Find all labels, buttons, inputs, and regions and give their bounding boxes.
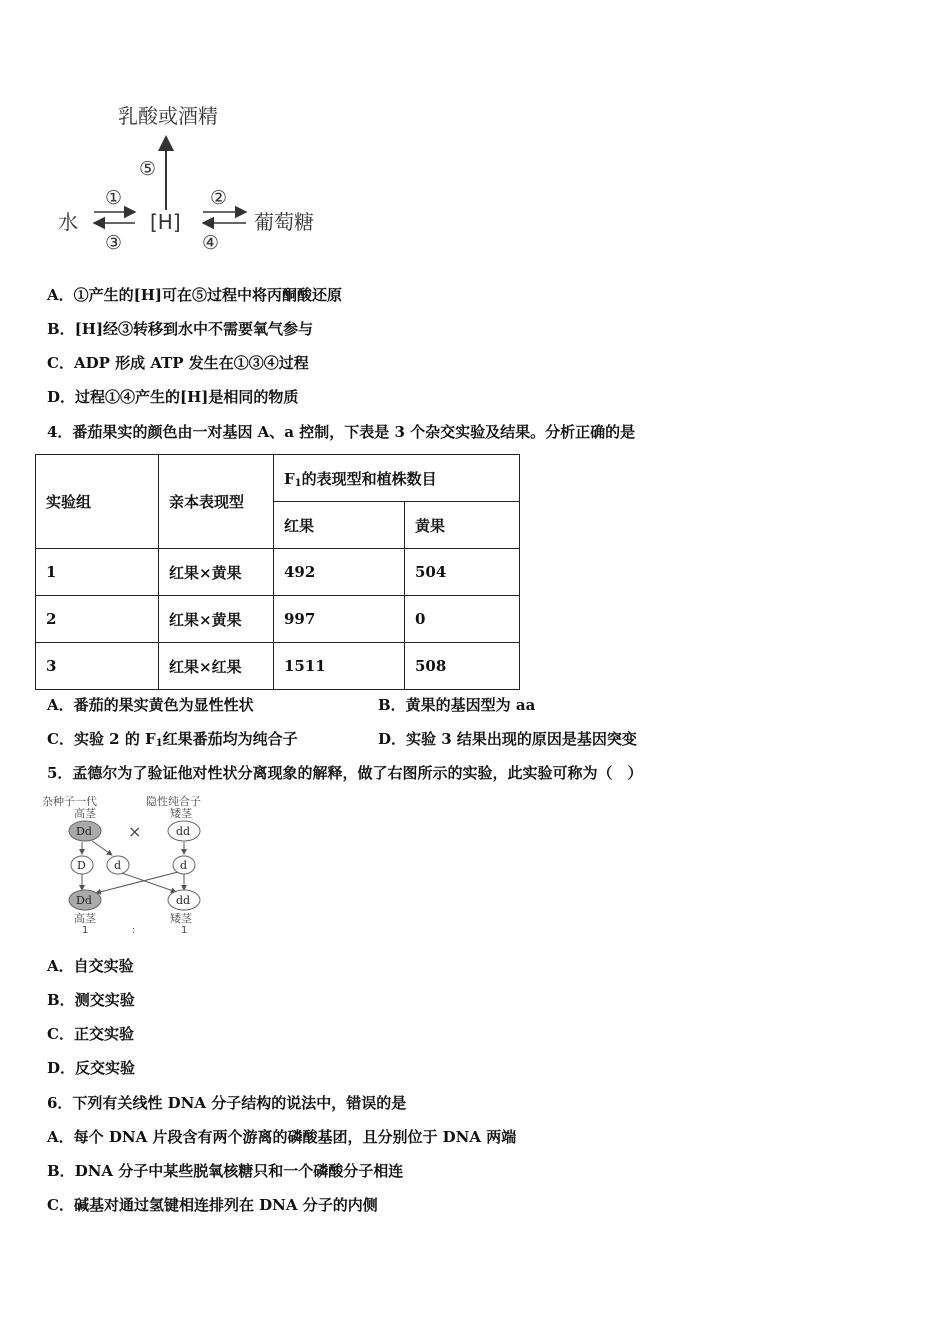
q5-option-c: C．正交实验 [47,1025,134,1043]
short-label-top: 矮茎 [170,807,192,820]
header-yellow: 黄果 [405,502,520,549]
short-label-bottom: 矮茎 [170,912,192,925]
tall-label-bottom: 高茎 [74,912,96,925]
header-f1: F1的表现型和植株数目 [274,455,520,502]
tall-label-top: 高茎 [74,807,96,820]
q5-option-d: D．反交实验 [47,1059,136,1077]
q4-option-d: D．实验 3 结果出现的原因是基因突变 [378,730,637,748]
cross-symbol: × [128,822,142,841]
hybrid-label: 杂种子一代 [42,795,97,808]
gamete-d-left-label: d [114,859,122,872]
step-4-label: ④ [202,232,220,254]
q3-option-b: B．[H]经③转移到水中不需要氧气参与 [47,320,314,338]
q6-stem: 6．下列有关线性 DNA 分子结构的说法中，错误的是 [47,1094,407,1112]
arrow-Dd-to-d [92,841,112,855]
q3-option-c: C．ADP 形成 ATP 发生在①③④过程 [47,354,309,372]
glucose-label: 葡萄糖 [254,210,314,234]
testcross-diagram [40,792,230,934]
q5-stem: 5．孟德尔为了验证他对性状分离现象的解释，做了右图所示的实验，此实验可称为（ ） [47,764,643,782]
step-2-label: ② [210,187,228,209]
step-1-label: ① [105,187,123,209]
water-label: 水 [58,210,78,234]
top-label: 乳酸或酒精 [118,104,218,128]
q6-option-c: C．碱基对通过氢键相连排列在 DNA 分子的内侧 [47,1196,378,1214]
step-3-label: ③ [105,232,123,254]
ratio-left: 1 [82,925,89,934]
step-5-label: ⑤ [139,158,157,180]
offspring-dd-label: dd [176,894,191,907]
h-metabolism-diagram [50,95,340,260]
q5-option-b: B．测交实验 [47,991,135,1009]
arrow-d-to-Dd [96,872,178,893]
arrow-d-to-dd [122,873,176,892]
h-label: [H] [150,210,181,234]
header-parents: 亲本表现型 [159,455,274,549]
ratio-right: 1 [181,925,188,934]
q4-option-b: B．黄果的基因型为 aa [378,696,536,714]
q6-option-b: B．DNA 分子中某些脱氧核糖只和一个磷酸分子相连 [47,1162,404,1180]
q4-results-table [35,454,520,690]
q5-option-a: A．自交实验 [47,957,134,975]
parent-dd-label: dd [176,825,191,838]
table-row: 3 红果×红果 1511 508 [36,643,520,690]
q6-option-a: A．每个 DNA 片段含有两个游离的磷酸基团，且分别位于 DNA 两端 [47,1128,517,1146]
table-row: 1 红果×黄果 492 504 [36,549,520,596]
table-row: 2 红果×黄果 997 0 [36,596,520,643]
q4-option-c: C．实验 2 的 F1红果番茄均为纯合子 [47,730,298,749]
parent-Dd-label: Dd [76,825,92,838]
header-red: 红果 [274,502,405,549]
q3-option-d: D．过程①④产生的[H]是相同的物质 [47,388,299,406]
gamete-D-label: D [77,859,86,872]
offspring-Dd-label: Dd [76,894,92,907]
ratio-colon: : [132,925,136,934]
q4-option-a: A．番茄的果实黄色为显性性状 [47,696,254,714]
header-group: 实验组 [36,455,159,549]
gamete-d-right-label: d [180,859,188,872]
recessive-label: 隐性纯合子 [146,795,201,808]
q3-option-a: A．①产生的[H]可在⑤过程中将丙酮酸还原 [47,286,343,304]
q4-stem: 4．番茄果实的颜色由一对基因 A、a 控制，下表是 3 个杂交实验及结果。分析正确的是 [47,423,636,441]
